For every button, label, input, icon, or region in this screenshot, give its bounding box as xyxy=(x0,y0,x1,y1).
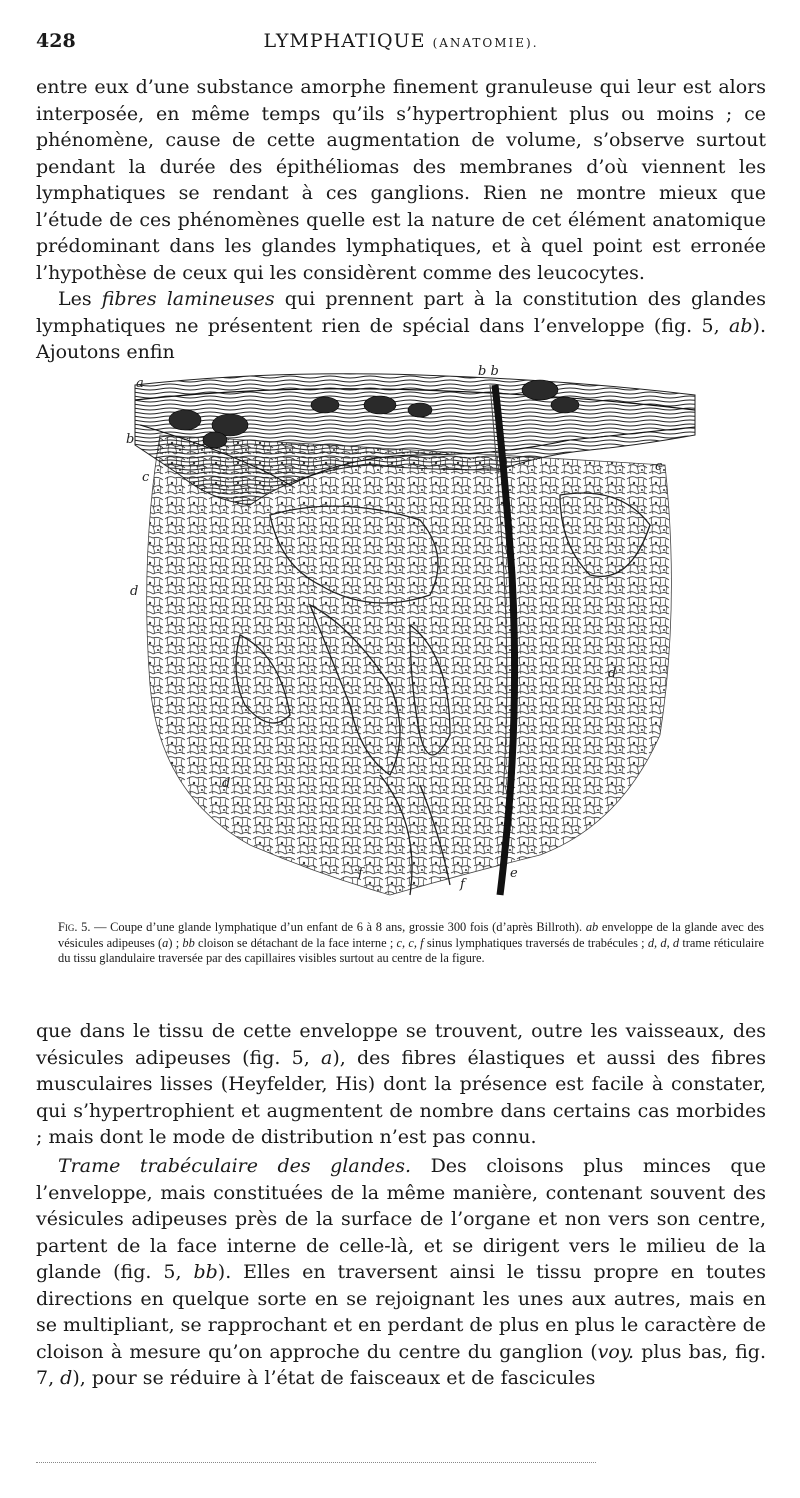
paragraph-2 xyxy=(36,286,766,366)
p4-ref-bb: bb xyxy=(193,1261,218,1283)
running-title-sub: (ANATOMIE). xyxy=(432,36,539,50)
caption-ref-ddd: d, d, d xyxy=(647,935,680,950)
figure-letter-bb: b b xyxy=(478,364,499,379)
caption-part-5: sinus lymphatiques traversés de trabécules ; xyxy=(423,935,648,950)
caption-part-1: — Coupe d’une glande lymphatique d’un enfant de 6 à 8 ans, grossie 300 fois (d’après Billroth). xyxy=(90,920,586,934)
caption-part-2: enveloppe de la glande avec des vésicules adipeuses ( xyxy=(58,920,764,950)
caption-ref-ab: ab xyxy=(585,920,599,934)
p4-voy: voy. xyxy=(597,1340,635,1363)
p4-heading: Trame trabéculaire des glandes. xyxy=(58,1155,412,1177)
p2-before: Les xyxy=(58,288,102,310)
caption-ref-ccf: c, c, f xyxy=(396,935,424,950)
p4-ref-d: d xyxy=(60,1367,73,1389)
figure-letter-f-left: f xyxy=(358,866,363,881)
reticular-mesh xyxy=(147,435,672,895)
figure-caption xyxy=(58,920,764,967)
p2-emphasis: fibres lamineuses xyxy=(101,288,275,310)
figure-letter-c-right: c xyxy=(655,459,663,474)
paragraph-3 xyxy=(36,1018,766,1151)
running-title xyxy=(36,30,766,52)
paragraph-1: entre eux d’une substance amorphe finement granuleuse qui leur est alors interposée, en même temps qu’ils s’hypertrophient plus ou moins ; ce phénomène, cause de cette augmentation de volume, s’observe surtout pendant la durée des épithéliomas des membranes d’où viennent les lymphatiques se rendant à ces ganglions. Rien ne montre mieux que l’étude de ces phénomènes quelle est la nature de cet élément anatomique prédominant dans les glandes lymphatiques, et à quel point est erronée l’hypothèse de ceux qui les considèrent comme des leucocytes. xyxy=(36,76,766,284)
histology-engraving xyxy=(120,355,700,910)
p3-after: ), des fibres élastiques et aussi des fibres musculaires lisses (Heyfelder, His) dont la présence est facile à constater, qui s’hypertrophient et augmentent de nombre dans certains cas morbides ; mais dont le mode de distribution n’est pas connu. xyxy=(36,1046,766,1148)
running-title-main: LYMPHATIQUE xyxy=(263,30,426,52)
p2-ref: ab xyxy=(729,314,753,337)
figure-letter-d-lower: d xyxy=(222,776,231,791)
caption-ref-a: a xyxy=(162,935,169,950)
caption-part-4: cloison se détachant de la face interne ; xyxy=(194,935,397,950)
p3-before: que dans le tissu de cette enveloppe se trouvent, outre les vaisseaux, des vésicules adipeuses (fig. 5, xyxy=(36,1020,766,1069)
p4-part-4: ), pour se réduire à l’état de faisceaux et de fascicules xyxy=(72,1367,596,1389)
running-head xyxy=(36,30,766,60)
caption-part-6: trame réticulaire du tissu glandulaire traversée par des capillaires visibles surtout au centre de la figure. xyxy=(58,935,764,965)
figure-letter-e: e xyxy=(510,866,518,881)
bottom-dotted-rule xyxy=(36,1462,596,1463)
figure-letter-a: a xyxy=(136,376,144,391)
p3-ref: a xyxy=(321,1046,333,1069)
p4-part-2: ). Elles en traversent ainsi le tissu propre en toutes directions en quelque sorte en se rejoignant les unes aux autres, mais en se multipliant, se rapprochant et en perdant de plus en plus le caractère de cloison à mesure qu’on approche du centre du ganglion ( xyxy=(36,1261,766,1363)
figure-letter-c-left: c xyxy=(142,470,150,485)
paragraph-4 xyxy=(36,1153,766,1392)
figure-letter-f-right: f xyxy=(460,877,465,892)
figure-letter-b: b xyxy=(126,432,135,447)
p4-part-1: Des cloisons plus minces que l’enveloppe, mais constituées de la même manière, contenant souvent des vésicules adipeuses près de la surface de l’organe et non vers son centre, partent de la face interne de celle-là, et se dirigent vers le milieu de la glande (fig. 5, xyxy=(36,1155,766,1283)
caption-ref-bb: bb xyxy=(182,935,195,950)
p2-after: ). Ajoutons enfin xyxy=(36,314,766,363)
figure-letter-d-right: d xyxy=(608,666,617,681)
p2-middle: qui prennent part à la constitution des glandes lymphatiques ne présentent rien de spécial dans l’enveloppe (fig. 5, xyxy=(36,288,767,337)
caption-fig-label: Fig. 5. xyxy=(58,920,91,934)
page-number: 428 xyxy=(36,30,76,52)
figure-5-illustration xyxy=(120,355,700,910)
p4-part-3: plus bas, fig. 7, xyxy=(36,1340,766,1389)
caption-part-3: ) ; xyxy=(168,935,183,950)
figure-letter-d-left: d xyxy=(130,584,139,599)
